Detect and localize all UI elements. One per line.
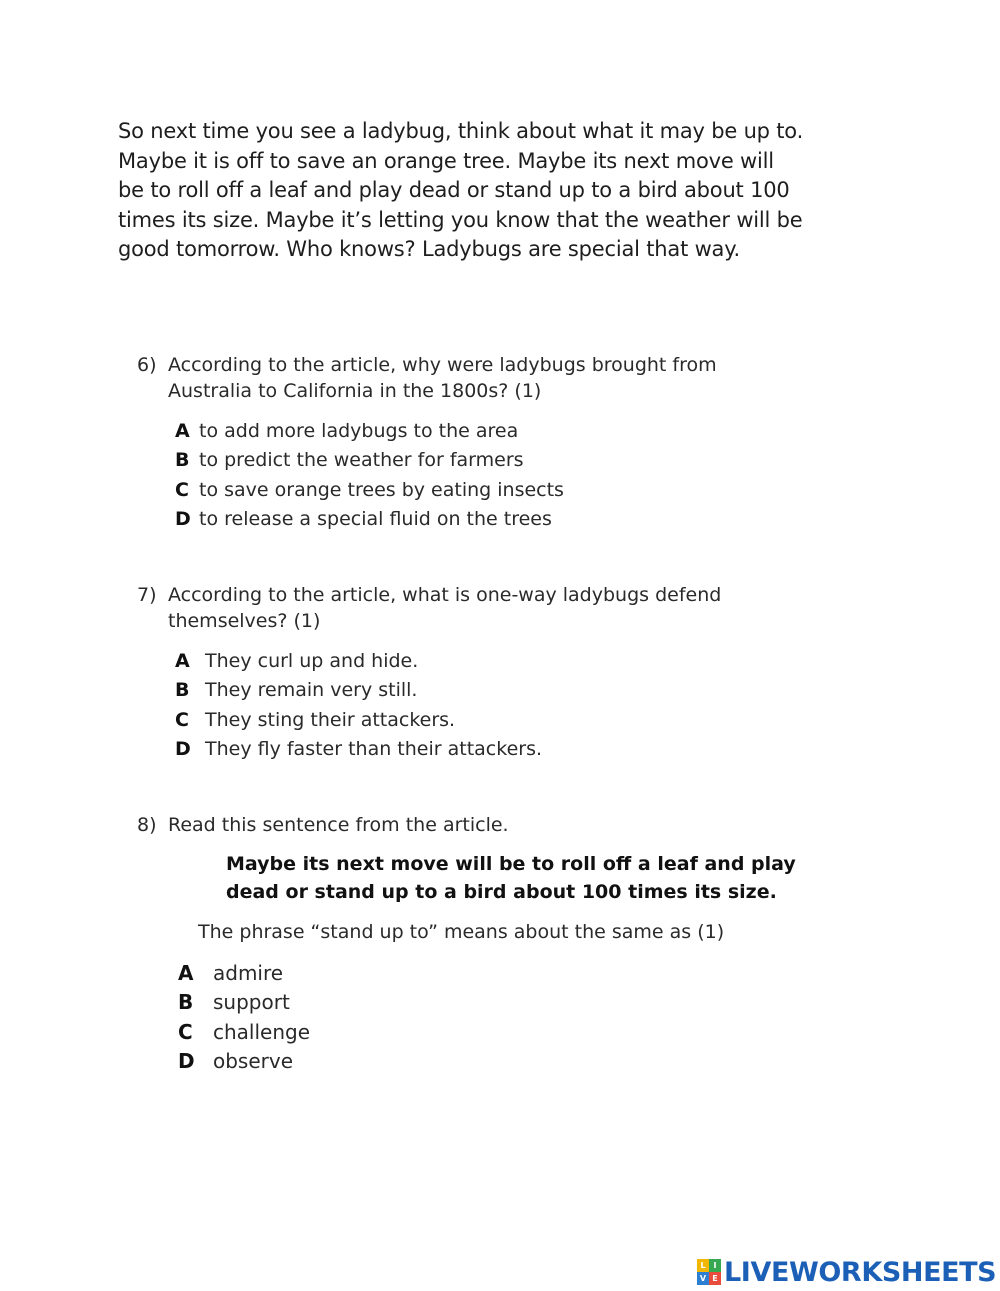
- option-letter: C: [175, 708, 189, 731]
- option-letter: A: [175, 420, 190, 442]
- option-text: support: [213, 990, 290, 1015]
- logo-mark-letter: L: [697, 1259, 709, 1272]
- answer-options: [175, 647, 837, 765]
- question-stem-line: Australia to California in the 1800s? (1): [168, 380, 542, 402]
- question-stem: [137, 812, 837, 838]
- option-text: to add more ladybugs to the area: [199, 420, 519, 442]
- question-prompt: The phrase “stand up to” means about the same as (1): [198, 921, 725, 943]
- option-text: They sting their attackers.: [205, 708, 456, 731]
- answer-option-d[interactable]: [175, 735, 837, 764]
- passage-line: times its size. Maybe it’s letting you know that the weather will be: [118, 207, 803, 232]
- passage-paragraph: [118, 117, 878, 265]
- question-number: 8): [137, 814, 157, 836]
- quote-line: Maybe its next move will be to roll off a leaf and play: [226, 853, 796, 875]
- answer-option-d[interactable]: [175, 505, 837, 534]
- question-number: 6): [137, 354, 157, 376]
- option-letter: A: [178, 961, 194, 985]
- option-text: observe: [213, 1049, 294, 1074]
- option-letter: B: [175, 679, 190, 702]
- option-text: to release a special fluid on the trees: [199, 508, 552, 531]
- answer-option-a[interactable]: [175, 417, 837, 446]
- option-text: They curl up and hide.: [205, 650, 419, 672]
- answer-option-b[interactable]: [175, 446, 837, 475]
- question-7: [137, 582, 837, 765]
- answer-option-c[interactable]: [178, 1018, 837, 1047]
- answer-option-d[interactable]: [178, 1047, 837, 1076]
- option-letter: A: [175, 650, 190, 672]
- question-8: [137, 812, 837, 1077]
- option-letter: D: [175, 738, 191, 761]
- logo-mark-letter: V: [697, 1272, 709, 1285]
- option-text: to save orange trees by eating insects: [199, 478, 564, 501]
- logo-mark-letter: I: [709, 1259, 721, 1272]
- logo-mark-letter: E: [709, 1272, 721, 1285]
- answer-options: [175, 417, 837, 535]
- option-text: to predict the weather for farmers: [199, 449, 524, 472]
- question-stem-line: Read this sentence from the article.: [168, 814, 509, 836]
- question-6: [137, 352, 837, 535]
- passage-line: Maybe it is off to save an orange tree. Maybe its next move will: [118, 148, 774, 173]
- option-text: challenge: [213, 1019, 311, 1044]
- question-stem-line: According to the article, why were ladybugs brought from: [168, 354, 717, 376]
- option-text: They remain very still.: [205, 679, 418, 702]
- answer-option-a[interactable]: [175, 647, 837, 676]
- option-letter: C: [178, 1019, 193, 1044]
- question-stem-line: themselves? (1): [168, 610, 321, 632]
- answer-option-a[interactable]: [178, 959, 837, 988]
- logo-text: LIVEWORKSHEETS: [724, 1256, 997, 1288]
- option-letter: B: [178, 990, 194, 1015]
- liveworksheets-logo: [697, 1255, 996, 1289]
- passage-line: good tomorrow. Who knows? Ladybugs are special that way.: [118, 237, 740, 261]
- question-number: 7): [137, 584, 157, 606]
- answer-options: [178, 959, 837, 1077]
- option-letter: D: [178, 1049, 195, 1074]
- option-letter: C: [175, 478, 189, 501]
- passage-line: be to roll off a leaf and play dead or stand up to a bird about 100: [118, 178, 790, 202]
- answer-option-c[interactable]: [175, 706, 837, 735]
- quote-line: dead or stand up to a bird about 100 times its size.: [226, 881, 777, 903]
- option-text: They fly faster than their attackers.: [205, 738, 543, 761]
- answer-option-c[interactable]: [175, 476, 837, 505]
- question-stem: [137, 352, 837, 404]
- answer-option-b[interactable]: [178, 988, 837, 1017]
- question-stem-line: According to the article, what is one-way ladybugs defend: [168, 584, 722, 606]
- passage-line: So next time you see a ladybug, think about what it may be up to.: [118, 119, 804, 143]
- question-stem: [137, 582, 837, 634]
- quoted-sentence: [226, 850, 837, 906]
- option-letter: B: [175, 449, 190, 472]
- logo-mark-icon: [697, 1259, 721, 1285]
- option-text: admire: [213, 961, 284, 985]
- answer-option-b[interactable]: [175, 676, 837, 705]
- option-letter: D: [175, 508, 191, 531]
